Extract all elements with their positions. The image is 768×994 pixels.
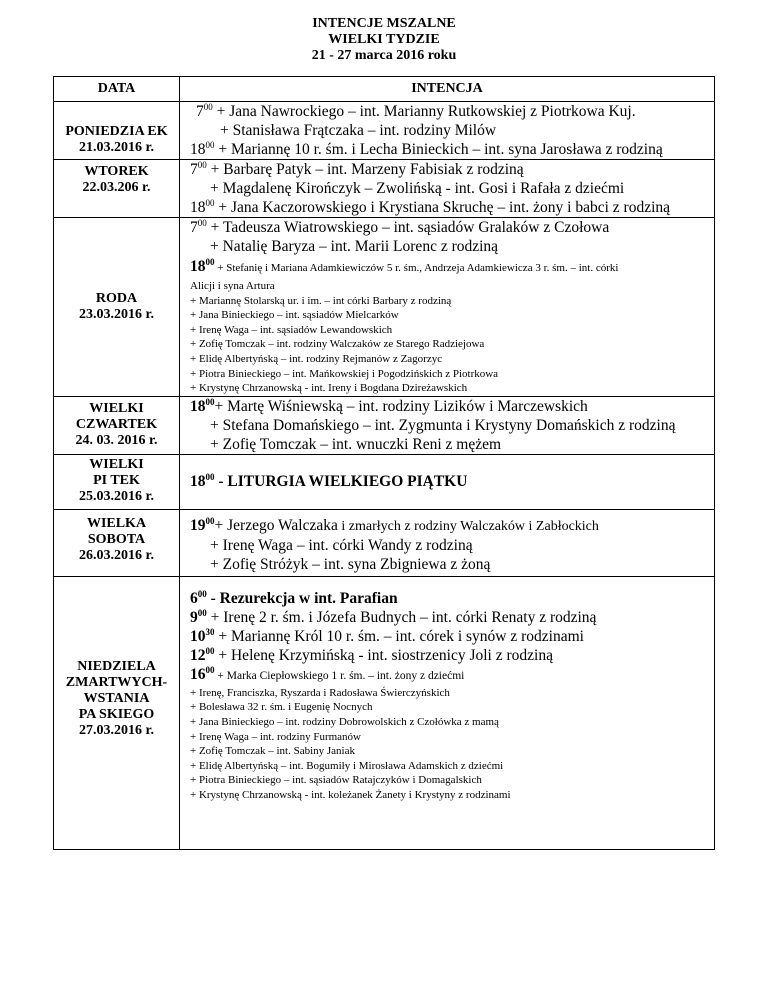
date-cell	[54, 396, 180, 454]
day-name: PONIEDZIA EK	[65, 124, 168, 139]
intent-cell: $6^{00}$ - Rezurekcja w int. Parafian $9^{00}$ + Irenę 2 r. śm. i Józefa Budnych – int. córki Renaty z rodziną $10^{30}$ + Mariannę Król 10 r. śm. – int. córek i synów z rodzinami $12^{00}$ + Helenę Krzymińską - int. siostrzenicy Joli z rodziną $16^{00}$ + Marka Ciepłowskiego 1 r. śm. – int. żony z dziećmi + Irenę, Franciszka, Ryszarda i Radosława Świerczyńskich + Bolesława 32 r. śm. i Eugenię Nocnych + Jana Binieckiego – int. rodziny Dobrowolskich z Czołówka z mamą + Irenę Waga – int. rodziny Furmanów + Zofię Tomczak – int. Sabiny Janiak + Elidę Albertyńską – int. Bogumiły i Mirosława Adamskich z dziećmi + Piotra Binieckiego – int. sąsiadów Ratajczyków i Domagalskich + Krystynę Chrzanowską - int. koleżanek Żanety i Krystyny z rodzinami	[180, 576, 715, 849]
intentions-table	[53, 76, 715, 850]
day-name-2: SOBOTA	[87, 531, 146, 547]
intent-cell: $7^{00}$ + Barbarę Patyk – int. Marzeny Fabisiak z rodziną + Magdalenę Kirończyk – Zwolińską - int. Gosi i Rafała z dziećmi $18^{00}$ + Jana Kaczorowskiego i Krystiana Skruchę – int. żony i babci z rodziną	[180, 160, 715, 218]
date-cell	[54, 102, 180, 160]
day-name: NIEDZIELA	[77, 658, 156, 674]
day-name-2: ZMARTWYCH-	[65, 674, 168, 690]
intent-line: + Zofię Tomczak – int. wnuczki Reni z mężem	[210, 435, 502, 453]
intent-cell: $18^{00}+$ Martę Wiśniewską – int. rodziny Lizików i Marczewskich + Stefana Domańskiego – int. Zygmunta i Krystyny Domańskich z rodziną + Zofię Tomczak – int. wnuczki Reni z mężem	[180, 396, 715, 454]
date-cell	[54, 454, 180, 509]
table-header-row	[54, 77, 715, 102]
intent-line: + Stefana Domańskiego – int. Zygmunta i Krystyny Domańskich z rodziną	[210, 416, 676, 434]
table-row	[54, 218, 715, 397]
day-name-3: WSTANIA	[83, 690, 150, 706]
intent-line: + Helenę Krzymińską - int. siostrzenicy Joli z rodziną	[214, 646, 553, 664]
intent-line: + Piotra Binieckiego – int. sąsiadów Ratajczyków i Domagalskich	[190, 774, 482, 787]
table-row	[54, 454, 715, 509]
day-name-4: PA SKIEGO	[78, 706, 155, 722]
day-name: WIELKI	[89, 456, 144, 472]
day-date: 27.03.2016 r.	[79, 722, 154, 738]
header-intent: INTENCJA	[180, 77, 715, 102]
day-name-2: PI TEK	[93, 472, 140, 488]
day-date: 21.03.2016 r.	[79, 140, 154, 155]
intent-line: + Magdalenę Kirończyk – Zwolińską - int. Gosi i Rafała z dziećmi	[210, 180, 625, 197]
day-name-2: CZWARTEK	[75, 416, 158, 432]
day-date: 25.03.2016 r.	[79, 488, 154, 504]
table-row	[54, 576, 715, 849]
table-row	[54, 160, 715, 218]
date-cell	[54, 576, 180, 849]
intent-line: + Piotra Binieckiego – int. Mańkowskiej i Pogodzińskich z Piotrkowa	[190, 367, 499, 380]
intent-cell: $7^{00}$ + Tadeusza Wiatrowskiego – int. sąsiadów Gralaków z Czołowa + Natalię Baryza – int. Marii Lorenc z rodziną $18^{00}$ + Stefanię i Mariana Adamkiewiczów 5 r. śm., Andrzeja Adamkiewicza 3 r. śm. – int. córki Alicji i syna Artura + Mariannę Stolarską ur. i im. – int córki Barbary z rodziną + Jana Binieckiego – int. sąsiadów Mielcarków + Irenę Waga – int. sąsiadów Lewandowskich + Zofię Tomczak – int. rodziny Walczaków ze Starego Radziejowa + Elidę Albertyńską – int. rodziny Rejmanów z Zagorzyc + Piotra Binieckiego – int. Mańkowskiej i Pogodzińskich z Piotrkowa + Krystynę Chrzanowską - int. Ireny i Bogdana Dzireżawskich	[180, 218, 715, 397]
intent-line: - LITURGIA WIELKIEGO PIĄTKU	[214, 473, 468, 491]
intent-line: + Mariannę Król 10 r. śm. – int. córek i synów z rodzinami	[214, 627, 584, 645]
day-name: WIELKA	[86, 515, 147, 531]
date-cell	[54, 509, 180, 576]
intent-line: + Irenę Waga – int. córki Wandy z rodziną	[210, 536, 473, 554]
intent-line: + Marka Ciepłowskiego 1 r. śm. – int. żony z dziećmi	[214, 669, 465, 682]
intent-cell: $19^{00}+$ Jerzego Walczaka i zmarłych z rodziny Walczaków i Zabłockich + Irenę Waga – int. córki Wandy z rodziną + Zofię Stróżyk – int. syna Zbigniewa z żoną	[180, 509, 715, 576]
date-cell	[54, 218, 180, 397]
intent-line: + Irenę 2 r. śm. i Józefa Budnych – int. córki Renaty z rodziną	[206, 608, 597, 626]
document-title: INTENCJE MSZALNE	[312, 16, 456, 31]
intent-line: + Stefanię i Mariana Adamkiewiczów 5 r. śm., Andrzeja Adamkiewicza 3 r. śm. – int. córki	[214, 262, 619, 274]
intent-line: + Krystynę Chrzanowską - int. koleżanek Żanety i Krystyny z rodzinami	[190, 788, 511, 801]
intent-cell: $7^{00}$ + Jana Nawrockiego – int. Marianny Rutkowskiej z Piotrkowa Kuj. + Stanisława Frątczaka – int. rodziny Milów $18^{00}$ + Mariannę 10 r. śm. i Lecha Binieckich – int. syna Jarosława z rodziną	[180, 102, 715, 160]
table-row	[54, 396, 715, 454]
intent-line: Alicji i syna Artura	[190, 280, 275, 292]
intent-line: + Jana Binieckiego – int. rodziny Dobrowolskich z Czołówka z mamą	[190, 715, 499, 728]
intent-line: + Tadeusza Wiatrowskiego – int. sąsiadów Gralaków z Czołowa	[206, 219, 610, 236]
intent-line: + Elidę Albertyńską – int. rodziny Rejmanów z Zagorzyc	[190, 352, 443, 365]
day-date: 23.03.2016 r.	[79, 306, 154, 322]
intent-line: + Jana Kaczorowskiego i Krystiana Skruchę – int. żony i babci z rodziną	[214, 199, 671, 216]
intent-line: - Rezurekcja w int. Parafian	[206, 589, 398, 607]
date-cell	[54, 160, 180, 218]
intent-line: + Mariannę 10 r. śm. i Lecha Binieckich – int. syna Jarosława z rodziną	[214, 141, 663, 158]
intent-line: + Martę Wiśniewską – int. rodziny Lizików i Marczewskich	[214, 397, 588, 415]
intent-line: + Stanisława Frątczaka – int. rodziny Milów	[220, 122, 497, 139]
day-name: WIELKI	[89, 400, 144, 416]
header-date: DATA	[54, 77, 180, 102]
intent-line: + Jerzego Walczaka	[214, 516, 338, 534]
document-subtitle: WIELKI TYDZIE	[328, 32, 440, 47]
intent-line: + Irenę Waga – int. rodziny Furmanów	[190, 730, 361, 743]
intent-line: + Krystynę Chrzanowską - int. Ireny i Bogdana Dzireżawskich	[190, 382, 468, 395]
intent-line: + Barbarę Patyk – int. Marzeny Fabisiak z rodziną	[206, 161, 524, 178]
day-date: 26.03.2016 r.	[79, 547, 154, 563]
date-range: 21 - 27 marca 2016 roku	[311, 48, 457, 63]
intent-line: + Zofię Tomczak – int. Sabiny Janiak	[190, 745, 355, 758]
intent-line: + Jana Binieckiego – int. sąsiadów Mielcarków	[190, 309, 399, 322]
intent-line: + Zofię Stróżyk – int. syna Zbigniewa z żoną	[210, 555, 491, 573]
day-name: WTOREK	[84, 164, 149, 179]
intent-line: + Irenę, Franciszka, Ryszarda i Radosława Świerczyńskich	[190, 686, 450, 699]
intent-line: + Elidę Albertyńską – int. Bogumiły i Mirosława Adamskich z dziećmi	[190, 759, 504, 772]
intent-line: + Natalię Baryza – int. Marii Lorenc z rodziną	[210, 238, 499, 255]
table-row	[54, 509, 715, 576]
intent-cell: $18^{00}$ - LITURGIA WIELKIEGO PIĄTKU	[180, 454, 715, 509]
table-row	[54, 102, 715, 160]
day-name: RODA	[95, 290, 138, 306]
intent-line: + Mariannę Stolarską ur. i im. – int córki Barbary z rodziną	[190, 294, 452, 307]
intent-line: + Jana Nawrockiego – int. Marianny Rutkowskiej z Piotrkowa Kuj.	[212, 103, 636, 120]
intent-line: + Bolesława 32 r. śm. i Eugenię Nocnych	[190, 701, 373, 714]
day-date: 22.03.206 r.	[82, 180, 151, 195]
day-date: 24. 03. 2016 r.	[75, 432, 158, 448]
intent-line: + Zofię Tomczak – int. rodziny Walczaków ze Starego Radziejowa	[190, 338, 485, 351]
intent-line: + Irenę Waga – int. sąsiadów Lewandowskich	[190, 323, 393, 336]
